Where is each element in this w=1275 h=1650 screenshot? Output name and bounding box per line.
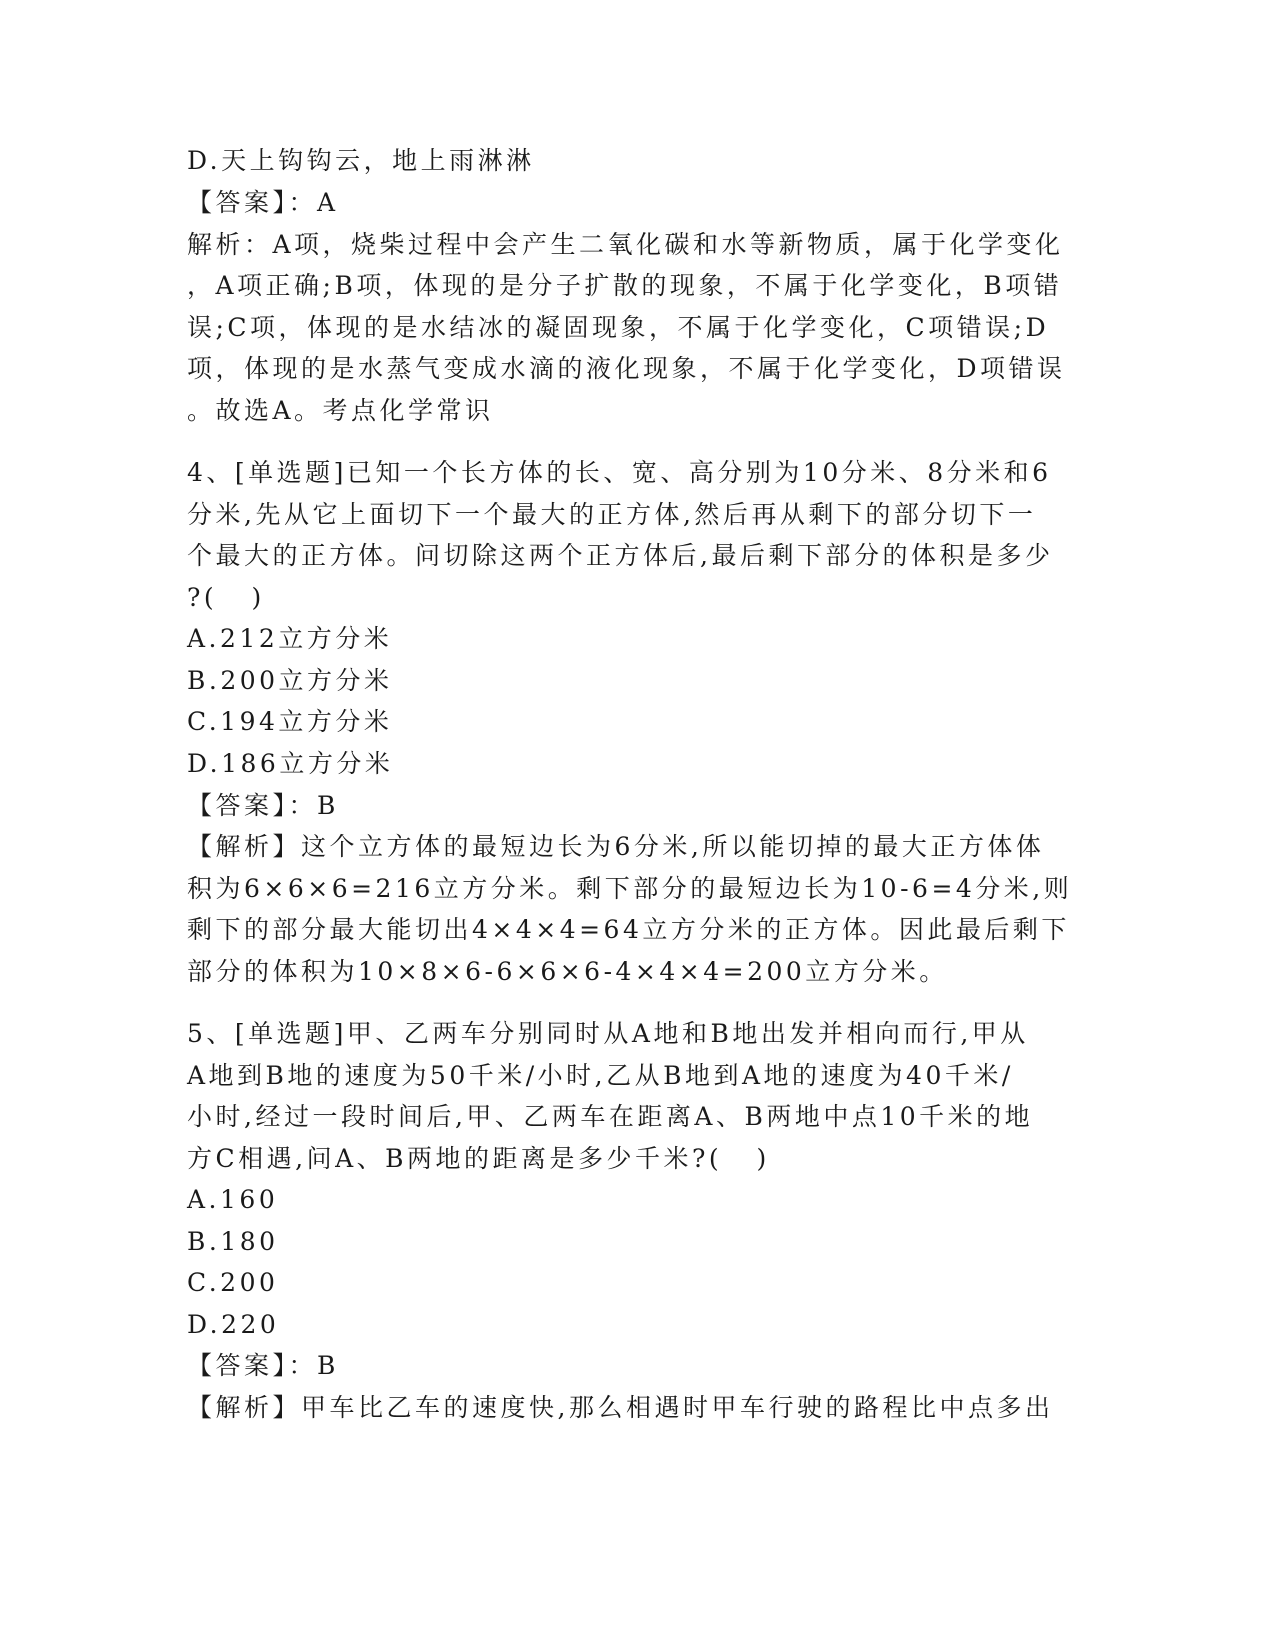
q4-option-d: D.186立方分米 — [187, 749, 394, 778]
q4-option-a: A.212立方分米 — [187, 624, 393, 653]
q5-option-a: A.160 — [187, 1185, 279, 1214]
q5-stem-line: 5、[单选题]甲、乙两车分别同时从A地和B地出发并相向而行,甲从 — [187, 1019, 1029, 1048]
q4-stem-line: 个最大的正方体。问切除这两个正方体后,最后剩下部分的体积是多少 — [187, 541, 1054, 570]
q5-answer: 【答案】：B — [187, 1351, 339, 1380]
q4-answer: 【答案】：B — [187, 791, 339, 820]
q4-stem-line: 4、[单选题]已知一个长方体的长、宽、高分别为10分米、8分米和6 — [187, 458, 1052, 487]
q3-explanation-line: 项，体现的是水蒸气变成水滴的液化现象，不属于化学变化，D项错误 — [187, 354, 1066, 383]
q4-stem-line: ?( ) — [187, 583, 265, 612]
q3-explanation-line: 解析：A项，烧柴过程中会产生二氧化碳和水等新物质，属于化学变化 — [187, 230, 1064, 259]
q4-explanation-line: 剩下的部分最大能切出4×4×4=64立方分米的正方体。因此最后剩下 — [187, 915, 1070, 944]
q3-answer: 【答案】：A — [187, 188, 339, 217]
q3-explanation-line: 。故选A。考点化学常识 — [187, 396, 494, 425]
q5-explanation-line: 【解析】甲车比乙车的速度快,那么相遇时甲车行驶的路程比中点多出 — [187, 1393, 1054, 1422]
q5-stem-line: 方C相遇,问A、B两地的距离是多少千米?( ) — [187, 1144, 770, 1173]
q3-option-d: D.天上钩钩云，地上雨淋淋 — [187, 146, 535, 175]
q3-explanation-line: 误;C项，体现的是水结冰的凝固现象，不属于化学变化，C项错误;D — [187, 313, 1050, 342]
q4-option-c: C.194立方分米 — [187, 707, 393, 736]
q3-explanation-line: ，A项正确;B项，体现的是分子扩散的现象，不属于化学变化，B项错 — [187, 271, 1063, 300]
q4-stem-line: 分米,先从它上面切下一个最大的正方体,然后再从剩下的部分切下一 — [187, 500, 1037, 529]
q5-option-d: D.220 — [187, 1310, 280, 1339]
q5-stem-line: A地到B地的速度为50千米/小时,乙从B地到A地的速度为40千米/ — [187, 1061, 1014, 1090]
q4-explanation-line: 【解析】这个立方体的最短边长为6分米,所以能切掉的最大正方体体 — [187, 832, 1045, 861]
q5-stem-line: 小时,经过一段时间后,甲、乙两车在距离A、B两地中点10千米的地 — [187, 1102, 1034, 1131]
q5-option-c: C.200 — [187, 1268, 279, 1297]
q4-option-b: B.200立方分米 — [187, 666, 393, 695]
q5-option-b: B.180 — [187, 1227, 279, 1256]
q4-explanation-line: 部分的体积为10×8×6-6×6×6-4×4×4=200立方分米。 — [187, 957, 948, 986]
q4-explanation-line: 积为6×6×6=216立方分米。剩下部分的最短边长为10-6=4分米,则 — [187, 874, 1073, 903]
